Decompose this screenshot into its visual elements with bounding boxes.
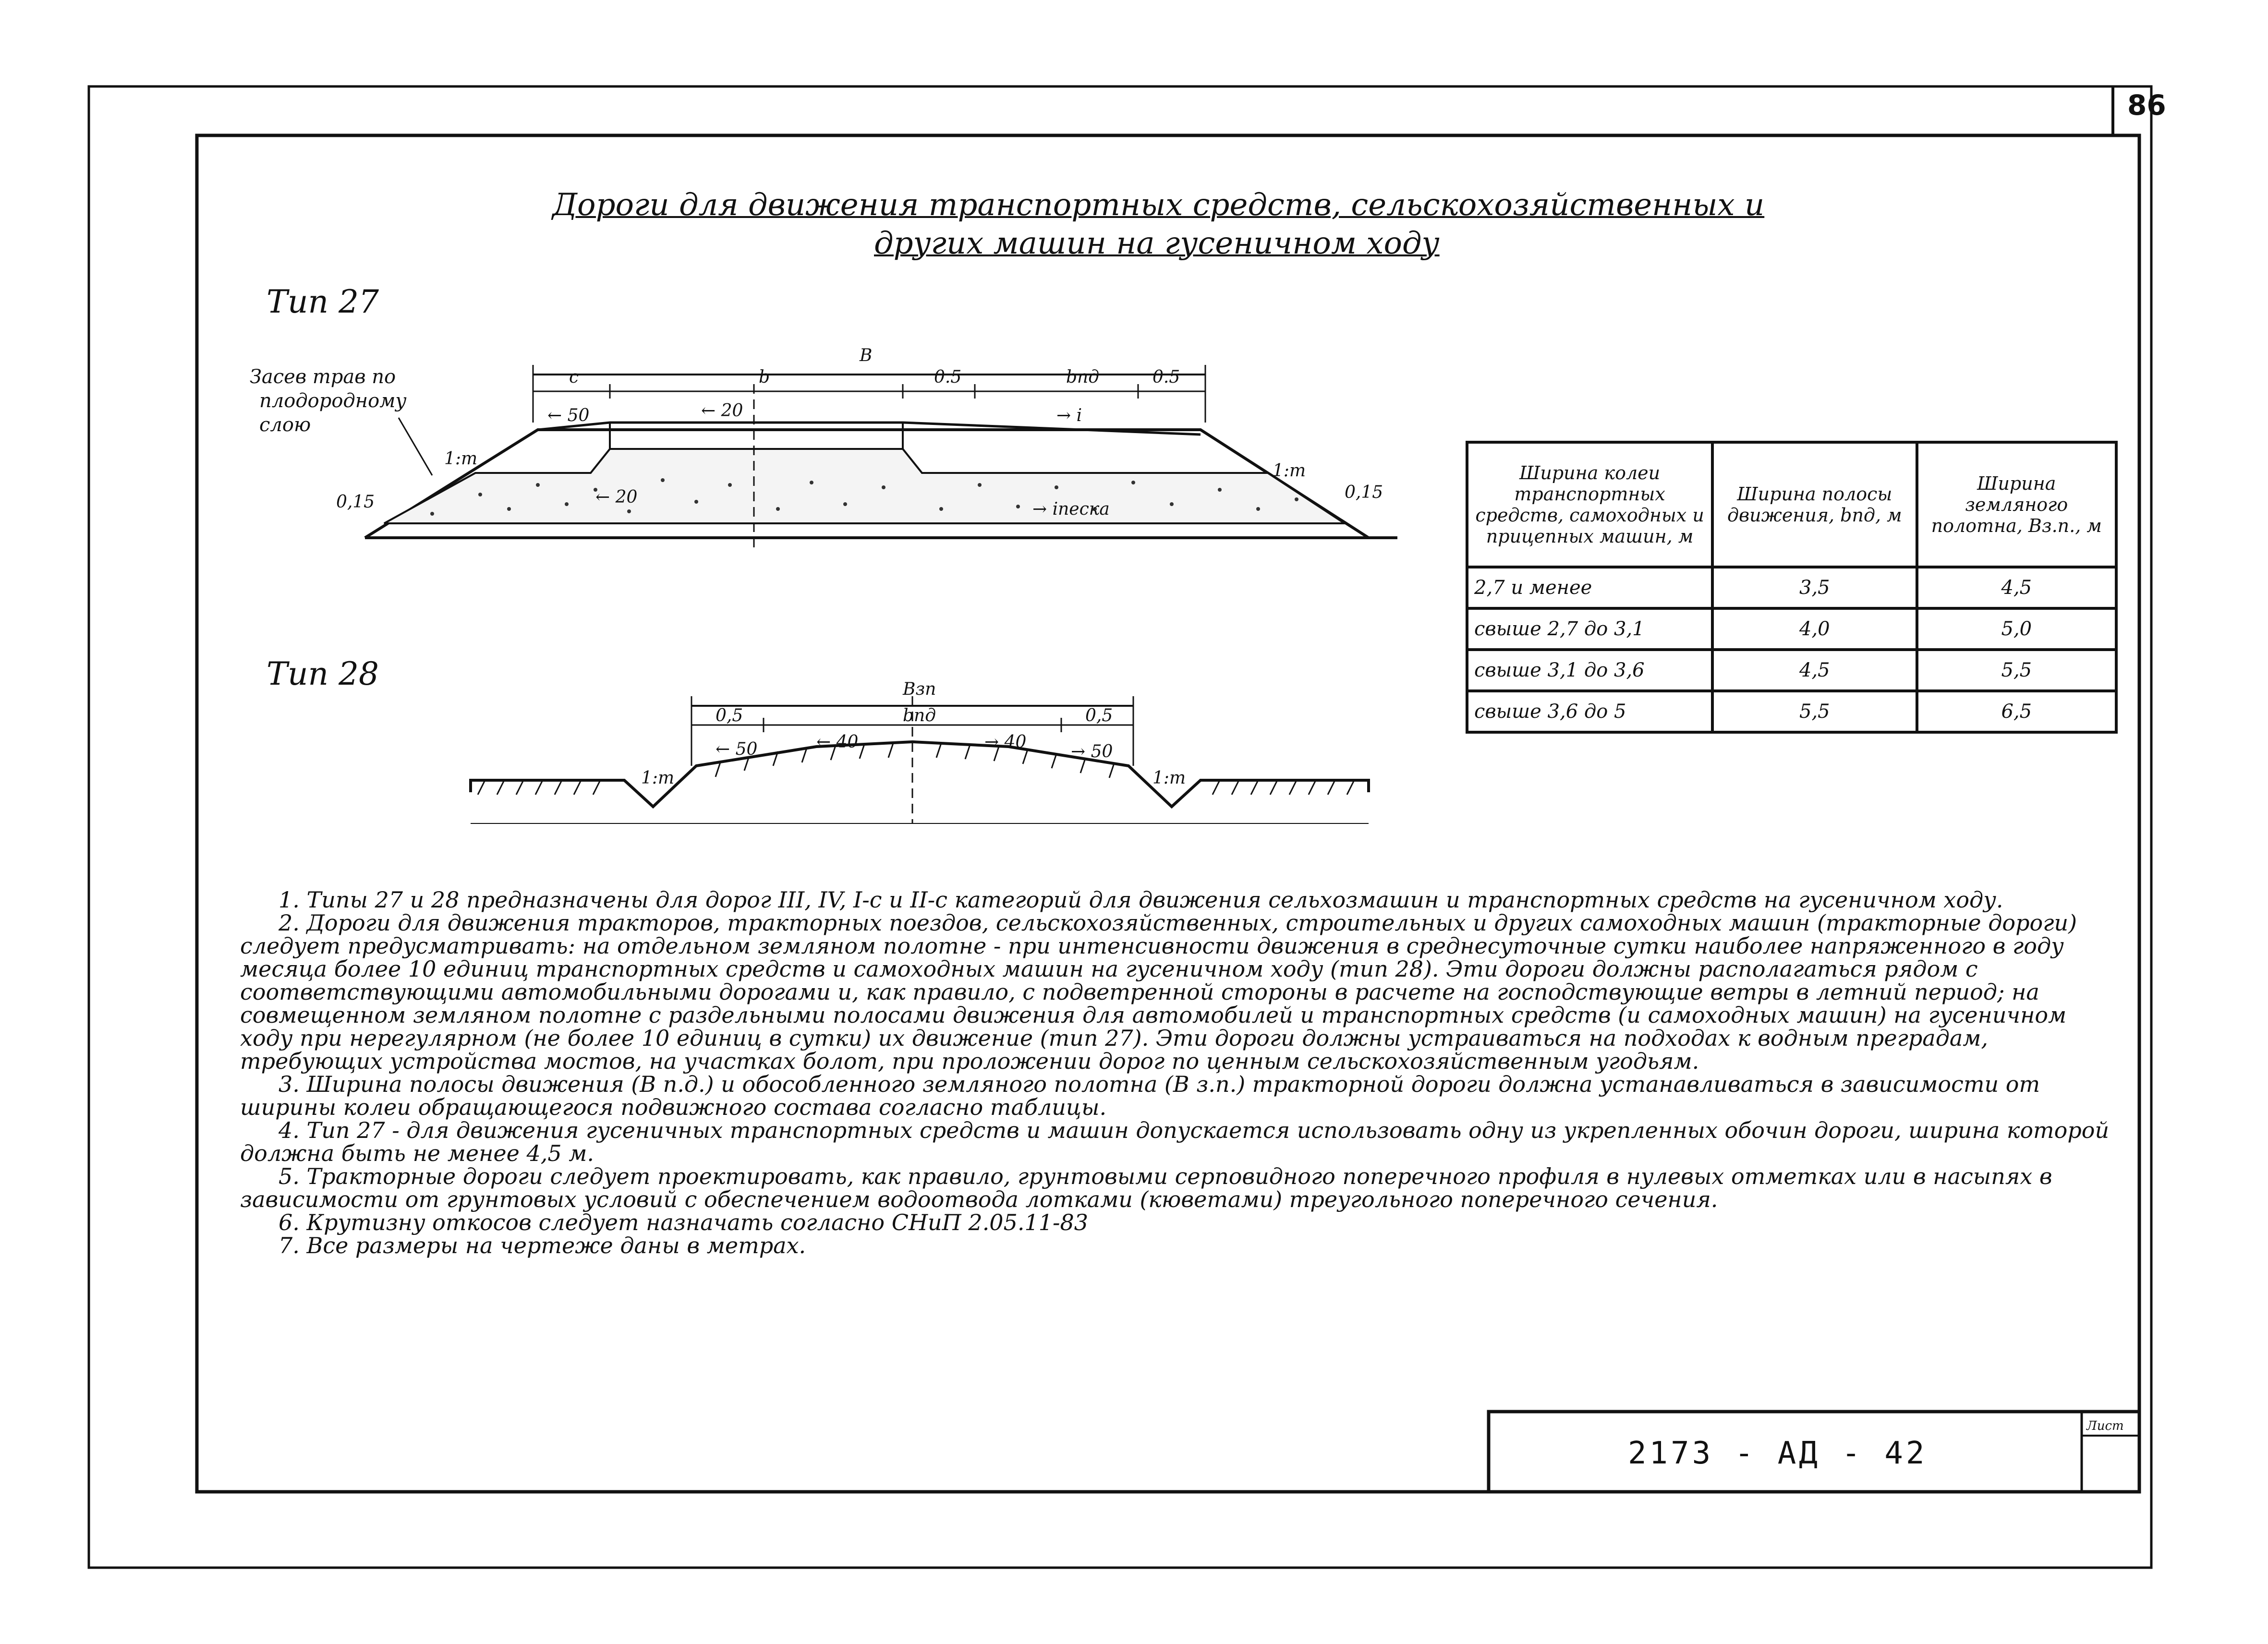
table-row bbox=[1467, 608, 2116, 650]
type27-label: Тип 27 bbox=[267, 283, 379, 320]
table-row bbox=[1467, 650, 2116, 691]
dim-b: b bbox=[759, 367, 770, 387]
dim-half-28-1: 0,5 bbox=[716, 706, 743, 725]
table-cell: 5,5 bbox=[1712, 691, 1916, 732]
thickness-left: 0,15 bbox=[336, 492, 375, 512]
drawing-title-line-1: Дороги для движения транспортных средств, сельскохозяйственных и bbox=[552, 187, 1765, 223]
note-paragraph: 5. Тракторные дороги следует проектировать, как правило, грунтовыми серповидного поперечного профиля в нулевых отметках или в насыпях в зависимости от грунтовых условий с обеспечением водоотвода лотками (кюветами) треугольного поперечного сечения. bbox=[240, 1163, 2052, 1212]
note-paragraph: 3. Ширина полосы движения (B п.д.) и обособленного земляного полотна (B з.п.) тракторной дороги должна устанавливаться в зависимости от ширины колеи обращающегося подвижного состава согласно таблицы. bbox=[240, 1071, 2040, 1120]
slope-28-40a: ← 40 bbox=[816, 732, 859, 752]
dim-c: c bbox=[569, 367, 579, 387]
table-cell: 5,0 bbox=[1917, 608, 2117, 650]
slope-m-right: 1:m bbox=[1273, 461, 1306, 481]
table-cell: свыше 2,7 до 3,1 bbox=[1467, 608, 1712, 650]
table-row bbox=[1467, 567, 2116, 608]
dim-bpd: bпд bbox=[1066, 367, 1100, 387]
note-paragraph: 7. Все размеры на чертеже даны в метрах. bbox=[279, 1233, 806, 1258]
page-number: 86 bbox=[2127, 89, 2166, 121]
sand-layer bbox=[384, 449, 1345, 523]
grass-note-line: плодородному bbox=[259, 390, 407, 412]
slope-sand: → iпеска bbox=[1032, 499, 1110, 519]
type27-section bbox=[365, 365, 1397, 552]
table-header: Ширина полосы движения, bпд, м bbox=[1712, 442, 1916, 567]
dim-half-2: 0.5 bbox=[1152, 367, 1180, 387]
grass-note bbox=[250, 365, 407, 437]
table-header-row bbox=[1467, 442, 2116, 567]
grass-note-line: Засев трав по bbox=[250, 366, 396, 388]
slope-i: → i bbox=[1056, 406, 1082, 425]
dim-half-1: 0.5 bbox=[934, 367, 962, 387]
note-paragraph: 1. Типы 27 и 28 предназначены для дорог III, IV, I-с и II-с категорий для движения сельхозмашин и транспортных средств на гусеничном ходу. bbox=[279, 887, 2003, 913]
slope-20-top: ← 20 bbox=[701, 401, 743, 421]
outer-border bbox=[89, 86, 2151, 1568]
slope-m-left: 1:m bbox=[444, 449, 478, 469]
type28-label: Тип 28 bbox=[267, 655, 379, 692]
table-header: Ширина колеи транспортных средств, самоходных и прицепных машин, м bbox=[1467, 442, 1712, 567]
slope-28-50a: ← 50 bbox=[716, 739, 758, 759]
inner-frame bbox=[197, 135, 2139, 1492]
slope-50: ← 50 bbox=[547, 406, 590, 425]
table-cell: 4,5 bbox=[1712, 650, 1916, 691]
note-paragraph: 4. Тип 27 - для движения гусеничных транспортных средств и машин допускается использовать одну из укрепленных обочин дороги, ширина которой должна быть не менее 4,5 м. bbox=[240, 1117, 2110, 1166]
notes-section bbox=[240, 888, 2122, 1257]
dim-half-28-2: 0,5 bbox=[1085, 706, 1113, 725]
slope-28-50b: → 50 bbox=[1071, 742, 1113, 762]
table-cell: свыше 3,6 до 5 bbox=[1467, 691, 1712, 732]
table-cell: 4,0 bbox=[1712, 608, 1916, 650]
slope-28-40b: → 40 bbox=[984, 732, 1027, 752]
slope-28-m-right: 1:m bbox=[1152, 768, 1186, 788]
table-cell: 2,7 и менее bbox=[1467, 567, 1712, 608]
grass-note-line: слою bbox=[259, 414, 311, 436]
dim-B: B bbox=[860, 346, 873, 365]
thickness-right: 0,15 bbox=[1345, 483, 1383, 502]
note-paragraph: 6. Крутизну откосов следует назначать согласно СНиП 2.05.11-83 bbox=[279, 1209, 1089, 1235]
drawing-code: 2173 - АД - 42 bbox=[1628, 1436, 1928, 1471]
width-table bbox=[1466, 441, 2118, 734]
drawing-title-line-2: других машин на гусеничном ходу bbox=[874, 226, 1440, 261]
table-cell: 3,5 bbox=[1712, 567, 1916, 608]
slope-28-m-left: 1:m bbox=[641, 768, 675, 788]
table-row bbox=[1467, 691, 2116, 732]
table-cell: свыше 3,1 до 3,6 bbox=[1467, 650, 1712, 691]
table-cell: 5,5 bbox=[1917, 650, 2117, 691]
note-paragraph: 2. Дороги для движения тракторов, тракторных поездов, сельскохозяйственных, строительных и других самоходных машин (тракторные дороги) следует предусматривать: на отдельном земляном полотне - при интенсивности движения в среднесуточные сутки наиболее напряженного в году месяца более 10 единиц транспортных средств и самоходных машин на гусеничном ходу (тип 28). Эти дороги должны располагаться рядом с соответствующими автомобильными дорогами и, как правило, с подветренной стороны в расчете на господствующие ветры в летний период; на совмещенном земляном полотне с раздельными полосами движения для автомобилей и транспортных средств (и самоходных машин) на гусеничном ходу при нерегулярном (не более 10 единиц в сутки) их движение (тип 27). Эти дороги должны устраиваться на подходах к водным преградам, требующих устройства мостов, на участках болот, при проложении дорог по ценным сельскохозяйственным угодьям. bbox=[240, 910, 2077, 1074]
dim-Bzp: Bзп bbox=[903, 679, 936, 699]
table-cell: 6,5 bbox=[1917, 691, 2117, 732]
slope-20-bottom: ← 20 bbox=[595, 487, 638, 507]
sheet-label: Лист bbox=[2086, 1419, 2124, 1433]
table-cell: 4,5 bbox=[1917, 567, 2117, 608]
dim-bpd-28: bпд bbox=[903, 706, 936, 725]
table-header: Ширина земляного полотна, Bз.п., м bbox=[1917, 442, 2117, 567]
